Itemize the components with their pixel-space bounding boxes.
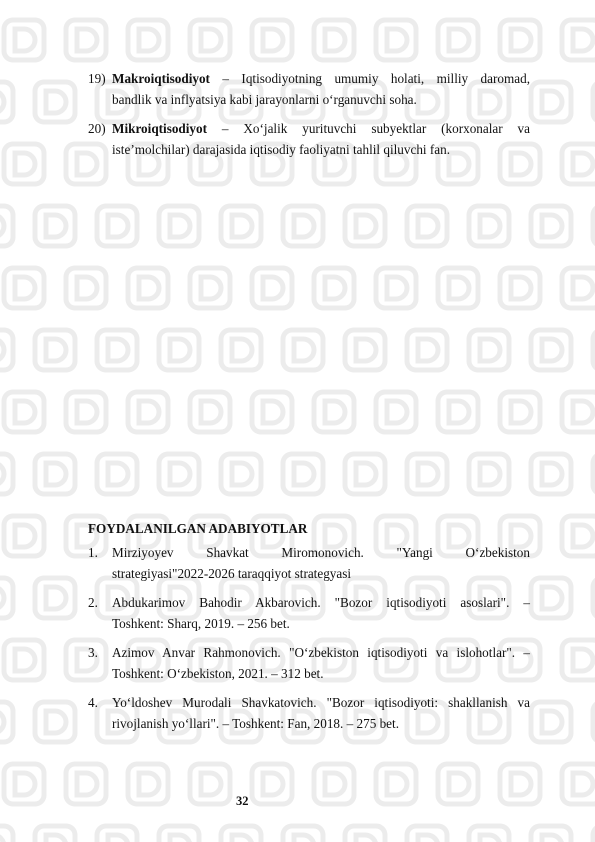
reference-line: Toshkent: Sharq, 2019. – 256 bet. <box>112 615 290 631</box>
reference-line: Mirziyoyev Shavkat Miromonovich. "Yangi O‘zbekiston <box>112 545 530 560</box>
reference-line: Azimov Anvar Rahmonovich. "O‘zbekiston iqtisodiyoti va islohotlar". – <box>112 645 530 660</box>
reference-number: 4. <box>88 695 98 710</box>
glossary-definition-start: – Iqtisodiyotning umumiy holati, milliy daromad, <box>209 71 530 86</box>
glossary-term: Mikroiqtisodiyot <box>112 121 208 136</box>
glossary-definition-end: iste’molchilar) darajasida iqtisodiy faoliyatni tahlil qiluvchi fan. <box>112 141 451 157</box>
reference-item <box>88 693 530 734</box>
reference-number: 1. <box>88 545 98 560</box>
glossary-item <box>88 119 530 160</box>
glossary-line <box>112 119 530 140</box>
glossary-term: Makroiqtisodiyot <box>112 71 210 86</box>
references-heading: FOYDALANILGAN ADABIYOTLAR <box>88 521 308 536</box>
reference-item <box>88 593 530 634</box>
reference-number: 2. <box>88 595 98 610</box>
reference-item <box>88 643 530 684</box>
glossary-line <box>112 69 530 90</box>
glossary-definition-start: – Xo‘jalik yurituvchi subyektlar (korxonalar va <box>207 121 530 136</box>
reference-line: strategiyasi"2022-2026 taraqqiyot strategyasi <box>112 565 352 581</box>
reference-line: Toshkent: O‘zbekiston, 2021. – 312 bet. <box>112 665 324 681</box>
reference-line: Abdukarimov Bahodir Akbarovich. "Bozor iqtisodiyoti asoslari". – <box>112 595 530 610</box>
reference-line: Yo‘ldoshev Murodali Shavkatovich. "Bozor iqtisodiyoti: shakllanish va <box>112 695 530 710</box>
reference-number: 3. <box>88 645 98 660</box>
glossary-number: 20) <box>88 121 106 136</box>
glossary-definition-end: bandlik va inflyatsiya kabi jarayonlarni o‘rganuvchi soha. <box>112 91 417 107</box>
glossary-item <box>88 69 530 110</box>
page-number: 32 <box>236 794 249 808</box>
reference-item <box>88 543 530 584</box>
glossary-number: 19) <box>88 71 106 86</box>
reference-line: rivojlanish yo‘llari". – Toshkent: Fan, 2018. – 275 bet. <box>112 715 399 731</box>
